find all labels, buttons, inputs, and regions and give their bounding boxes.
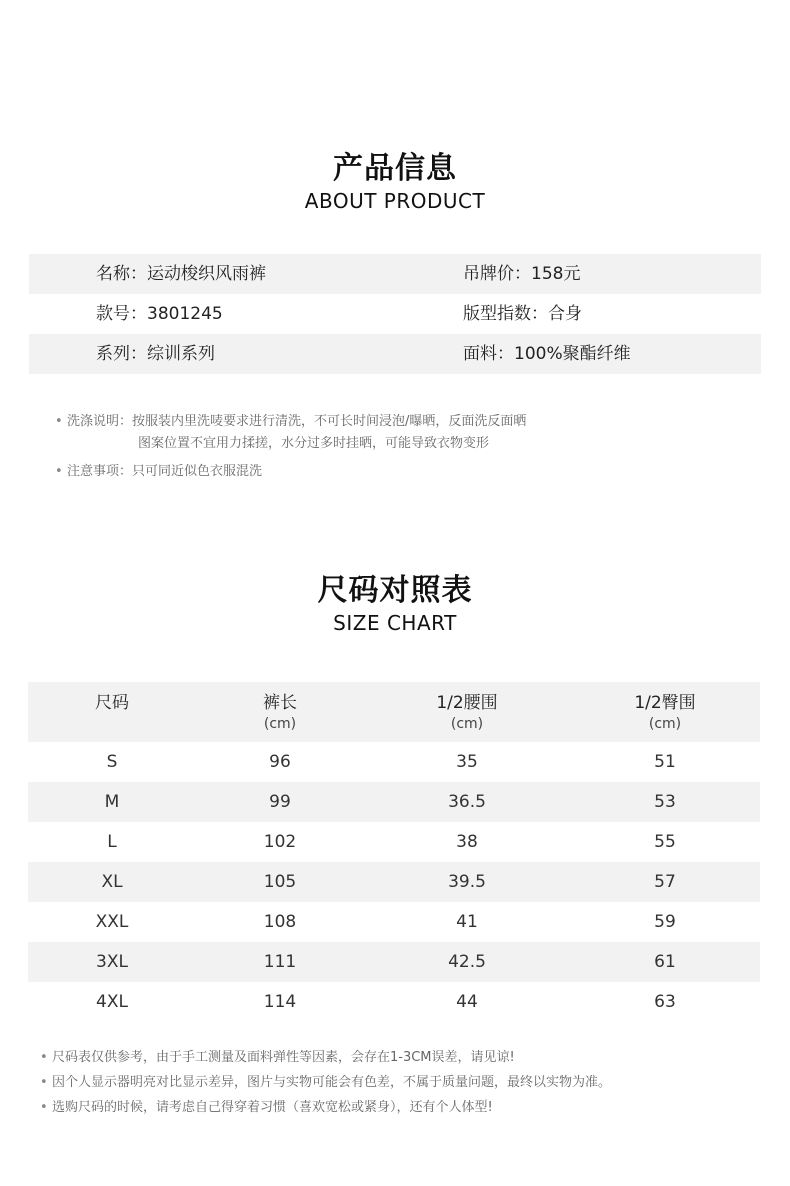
header-label: 1/2腰围	[436, 693, 498, 713]
info-style-number: 款号：3801245	[96, 304, 223, 324]
bullet-icon: •	[55, 414, 63, 429]
cell-length: 111	[263, 952, 297, 972]
care-notes	[55, 411, 526, 483]
cell-size: XL	[101, 872, 123, 892]
cell-waist: 38	[456, 832, 478, 852]
cell-length: 96	[269, 752, 291, 772]
header-label: 1/2臀围	[634, 693, 696, 713]
size-note-text: 选购尺码的时候，请考虑自己得穿着习惯（喜欢宽松或紧身），还有个人体型!	[52, 1100, 493, 1115]
cell-size: 3XL	[96, 952, 128, 972]
size-chart-title: 尺码对照表	[317, 573, 473, 608]
wash-text-2: 图案位置不宜用力揉搓，水分过多时挂晒，可能导致衣物变形	[138, 436, 490, 451]
size-chart-table	[28, 682, 760, 1022]
cell-waist: 41	[456, 912, 478, 932]
table-row	[28, 742, 760, 782]
size-note-text: 因个人显示器明亮对比显示差异，图片与实物可能会有色差，不属于质量问题，最终以实物为准。	[52, 1075, 612, 1090]
size-note	[40, 1045, 611, 1070]
cell-waist: 44	[456, 992, 478, 1012]
header-waist	[364, 682, 570, 742]
cell-length: 99	[269, 792, 291, 812]
table-row	[28, 862, 760, 902]
caution-label: 注意事项：	[67, 464, 133, 479]
size-table-header	[28, 682, 760, 742]
cell-size: L	[107, 832, 117, 852]
bullet-icon: •	[40, 1100, 48, 1115]
info-series: 系列：综训系列	[96, 344, 215, 364]
header-unit: (cm)	[263, 716, 297, 732]
table-row	[28, 782, 760, 822]
info-row	[29, 254, 761, 294]
size-note	[40, 1070, 611, 1095]
cell-length: 114	[263, 992, 297, 1012]
header-label: 裤长	[263, 693, 297, 713]
cell-hip: 59	[654, 912, 676, 932]
product-info-title: 产品信息	[333, 151, 457, 186]
bullet-icon: •	[40, 1050, 48, 1065]
cell-size: S	[106, 752, 118, 772]
cell-size: XXL	[95, 912, 129, 932]
header-label: 尺码	[95, 693, 129, 713]
caution-note	[55, 461, 526, 483]
bullet-icon: •	[55, 464, 63, 479]
size-note	[40, 1095, 611, 1120]
cell-length: 105	[263, 872, 297, 892]
size-chart-subtitle: SIZE CHART	[333, 611, 457, 635]
cell-hip: 51	[654, 752, 676, 772]
info-price: 吊牌价：158元	[463, 264, 581, 284]
cell-length: 102	[263, 832, 297, 852]
info-row	[29, 294, 761, 334]
table-row	[28, 942, 760, 982]
product-info-table	[29, 254, 761, 374]
cell-size: M	[104, 792, 120, 812]
header-size	[28, 682, 196, 742]
table-row	[28, 982, 760, 1022]
header-unit: (cm)	[648, 716, 682, 732]
product-info-subtitle: ABOUT PRODUCT	[304, 189, 486, 213]
wash-text-1: 按服装内里洗唛要求进行清洗，不可长时间浸泡/曝晒，反面洗反面晒	[132, 414, 527, 429]
cell-hip: 61	[654, 952, 676, 972]
wash-label: 洗涤说明：	[67, 414, 133, 429]
table-row	[28, 902, 760, 942]
cell-hip: 53	[654, 792, 676, 812]
size-note-text: 尺码表仅供参考，由于手工测量及面料弹性等因素，会存在1-3CM误差，请见谅!	[52, 1050, 515, 1065]
wash-note-continued	[55, 433, 526, 455]
cell-length: 108	[263, 912, 297, 932]
cell-waist: 36.5	[448, 792, 486, 812]
info-fit: 版型指数：合身	[463, 304, 582, 324]
header-unit: (cm)	[450, 716, 484, 732]
wash-note	[55, 411, 526, 433]
size-notes	[40, 1045, 611, 1120]
cell-waist: 42.5	[448, 952, 486, 972]
cell-hip: 57	[654, 872, 676, 892]
header-hip	[570, 682, 760, 742]
caution-text: 只可同近似色衣服混洗	[132, 464, 263, 479]
header-length	[196, 682, 364, 742]
cell-waist: 39.5	[448, 872, 486, 892]
table-row	[28, 822, 760, 862]
bullet-icon: •	[40, 1075, 48, 1090]
cell-hip: 55	[654, 832, 676, 852]
info-fabric: 面料：100%聚酯纤维	[463, 344, 631, 364]
info-name: 名称：运动梭织风雨裤	[96, 264, 266, 284]
cell-hip: 63	[654, 992, 676, 1012]
cell-size: 4XL	[96, 992, 128, 1012]
info-row	[29, 334, 761, 374]
cell-waist: 35	[456, 752, 478, 772]
